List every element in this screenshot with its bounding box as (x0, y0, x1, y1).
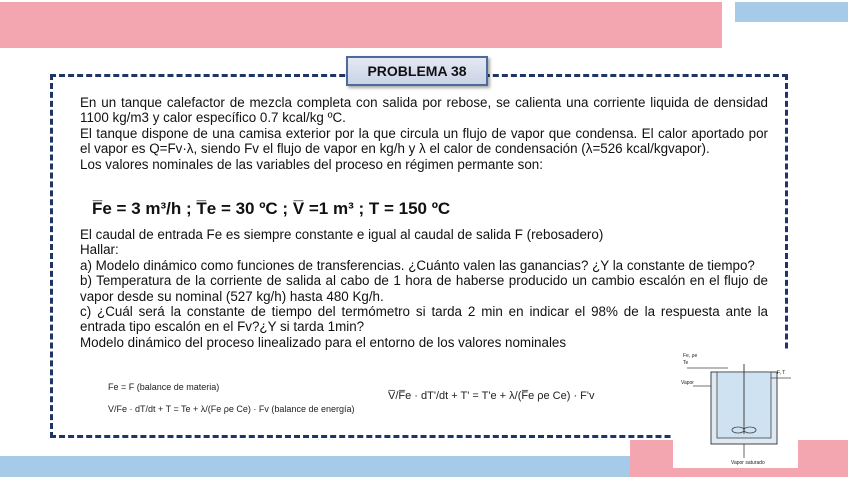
paragraph-flow: El caudal de entrada Fe es siempre constante e igual al caudal de salida F (rebosadero) (80, 227, 604, 242)
paragraph-nominal-intro: Los valores nominales de las variables del proceso en régimen permante son: (80, 156, 543, 172)
question-c: c) ¿Cuál será la constante de tiempo del termómetro si tarda 2 min en indicar el 98% de la respuesta ante la entrada tipo escalón en el Fv?¿Y si tarda 1min? (80, 304, 768, 335)
inlet-temp-label: Te (683, 360, 689, 366)
linearized-equation: V̅/F̅e · dT'/dt + T' = T'e + λ/(F̅e ρe Ce) · F'v (388, 390, 595, 402)
paragraph-jacket: El tanque dispone de una camisa exterior por la que circula un flujo de vapor que condensa. El calor aportado por el vapor es Q=Fv·λ, siendo Fv el flujo de vapor en kg/h y λ el calor de condensación (λ=526 kcal/kgvapor). (80, 125, 768, 157)
tank-diagram (673, 350, 798, 468)
question-b: b) Temperatura de la corriente de salida al cabo de 1 hora de haberse producido un cambio escalón en el flujo de vapor desde su nominal (527 kg/h) hasta 480 Kg/h. (80, 273, 768, 304)
top-pink-band (0, 2, 722, 48)
problem-questions (80, 227, 768, 350)
problem-title: PROBLEMA 38 (346, 56, 488, 86)
inlet-label: Fe, ρe (683, 353, 698, 359)
mass-balance-equation: Fe = F (balance de materia) (108, 382, 220, 392)
outlet-label: F, T (777, 370, 786, 376)
condensate-label: Vapor saturado (731, 460, 765, 466)
steam-label: Vapor (681, 380, 694, 386)
tank-svg (673, 350, 798, 468)
balance-equations (108, 382, 354, 414)
problem-statement (80, 95, 768, 172)
paragraph-model: Modelo dinámico del proceso linealizado para el entorno de los valores nominales (80, 334, 567, 350)
bottom-blue-band (0, 456, 640, 477)
question-a: a) Modelo dinámico como funciones de transferencias. ¿Cuánto valen las ganancias? ¿Y la constante de tiempo? (80, 257, 755, 273)
paragraph-fluid: En un tanque calefactor de mezcla completa con salida por rebose, se calienta una corriente liquida de densidad 1100 kg/m3 y calor específico 0.7 kcal/kg ºC. (80, 95, 768, 126)
paragraph-hallar: Hallar: (80, 242, 119, 258)
energy-balance-equation: V/Fe · dT/dt + T = Te + λ/(Fe ρe Ce) · Fv (balance de energía) (108, 404, 355, 414)
nominal-values: F̅e = 3 m³/h ; T̅e = 30 ºC ; V̅ =1 m³ ; T = 150 ºC (92, 199, 451, 218)
top-blue-band (735, 2, 848, 22)
